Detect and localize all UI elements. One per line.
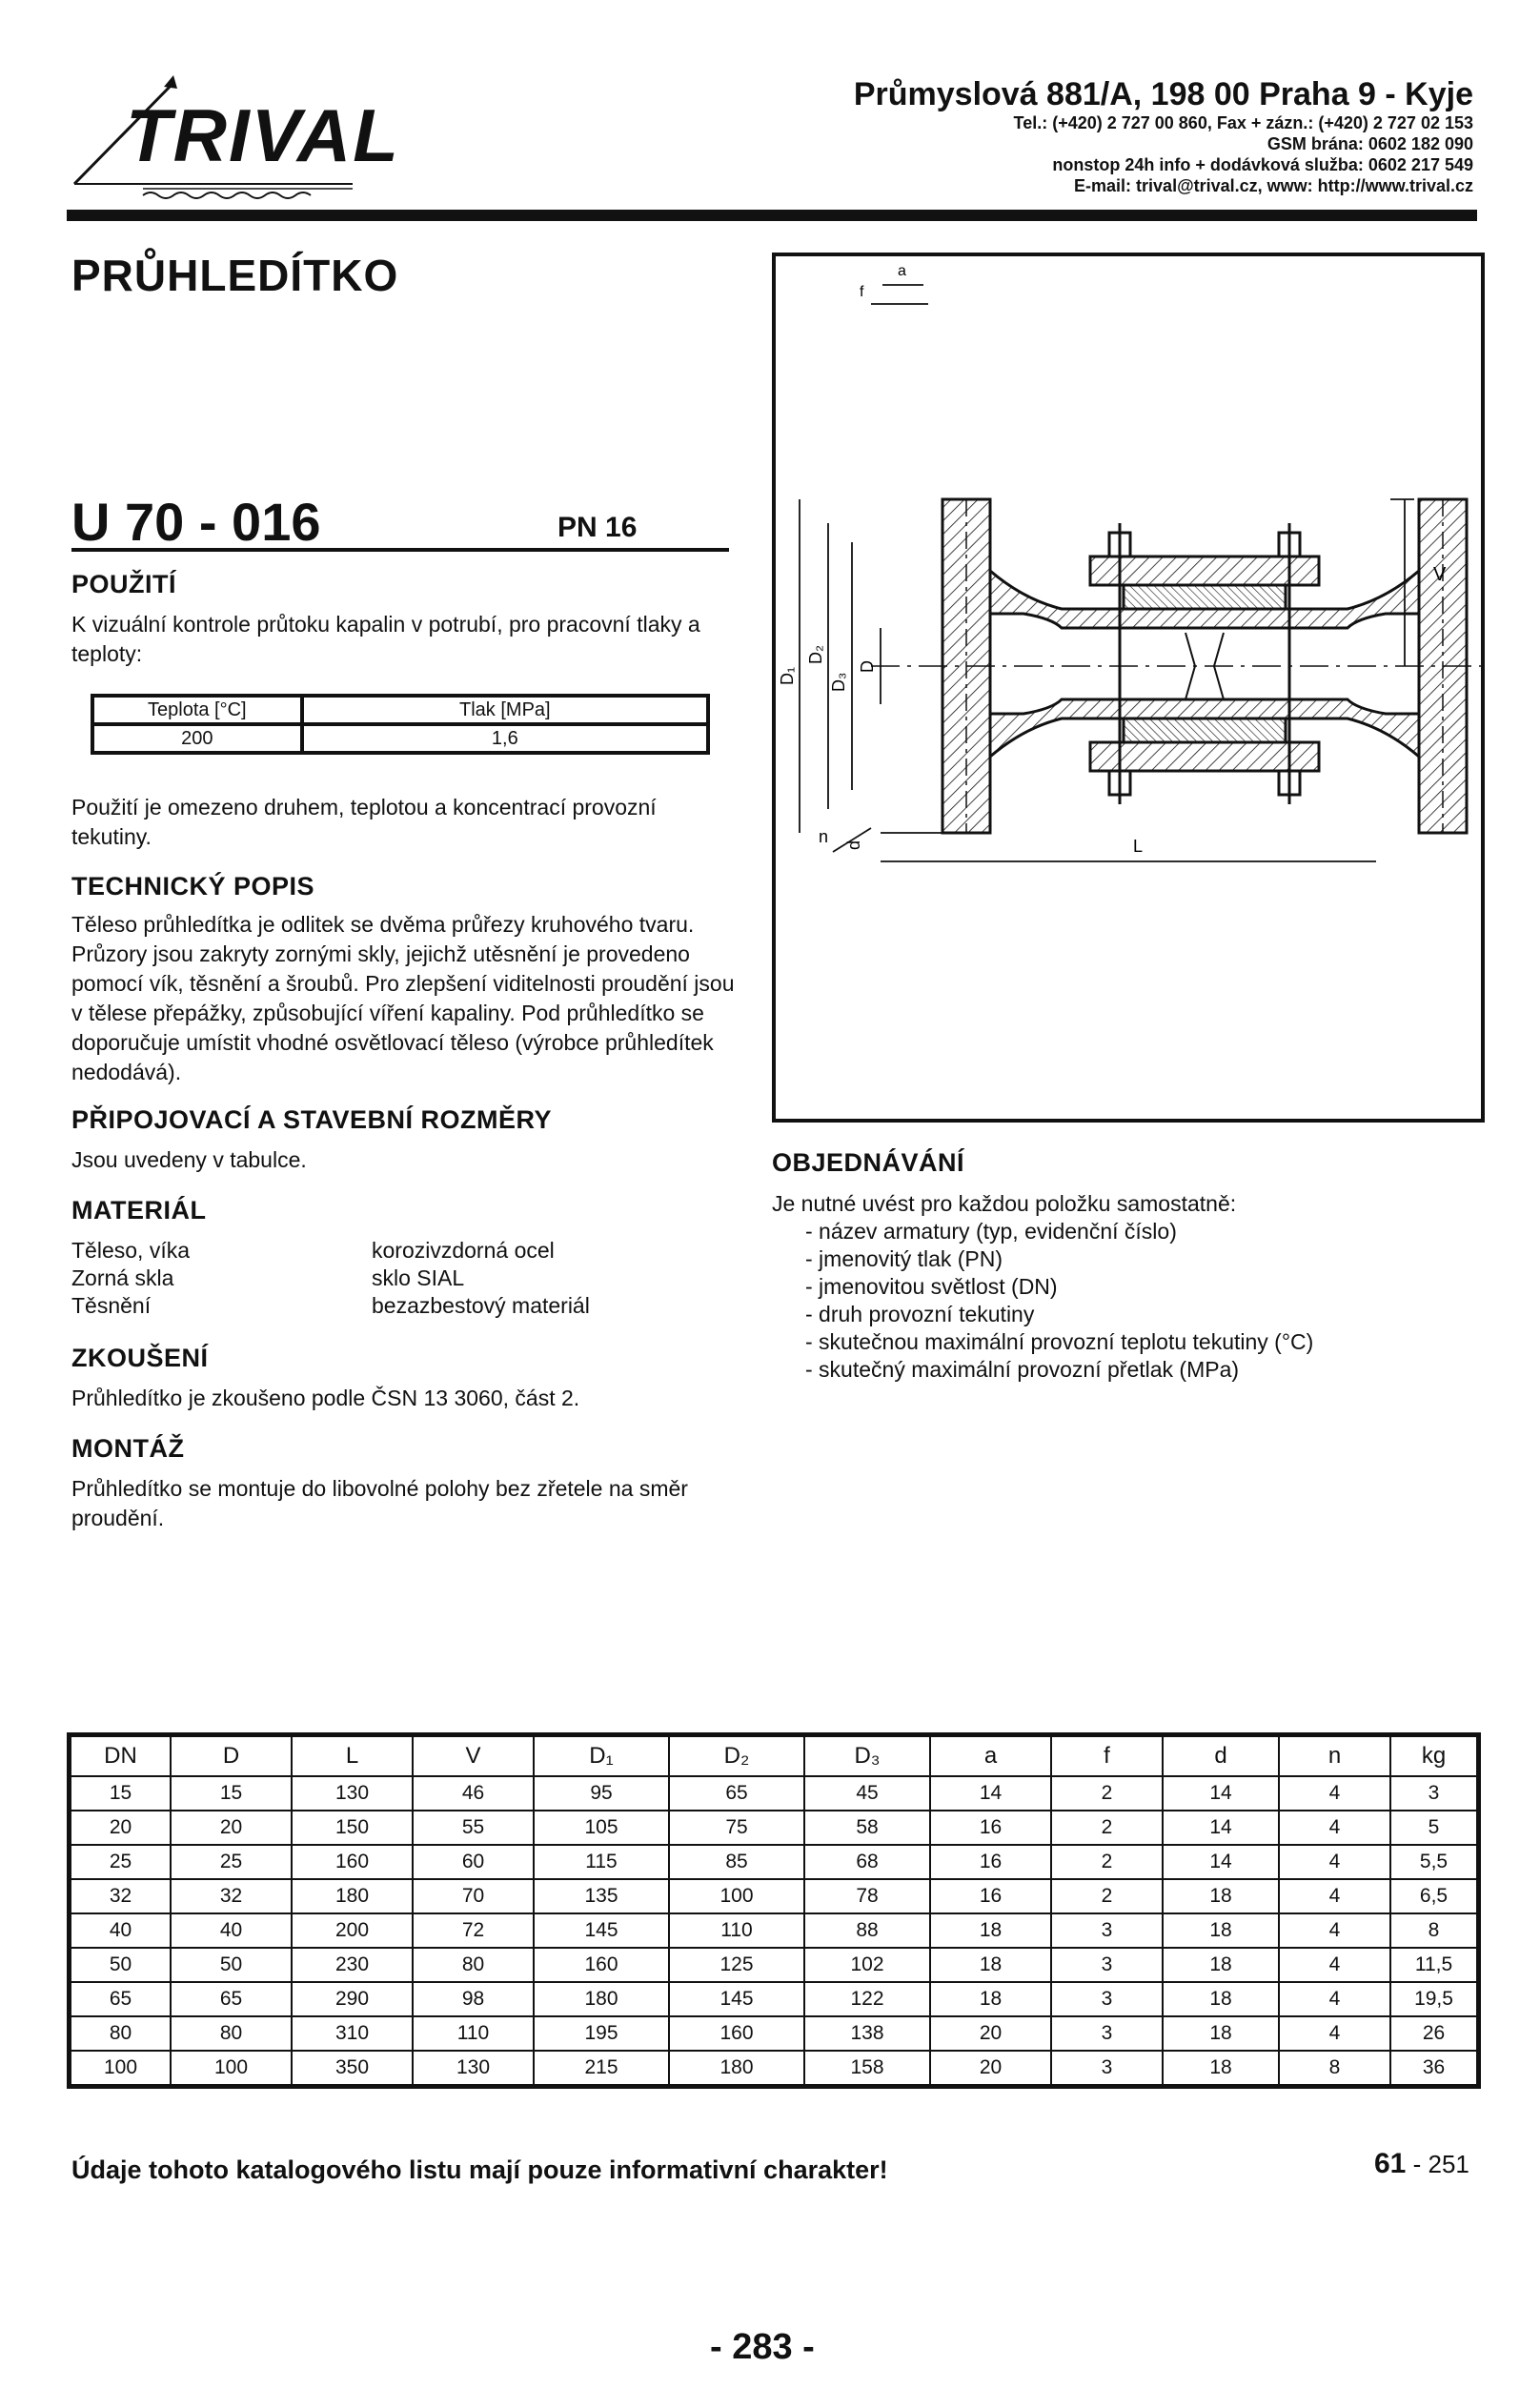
table-cell: 3 xyxy=(1051,2051,1163,2087)
table-cell: 18 xyxy=(930,1913,1051,1948)
table-cell: 130 xyxy=(413,2051,534,2087)
table-cell: 14 xyxy=(1163,1811,1279,1845)
table-cell: 3 xyxy=(1051,1948,1163,1982)
table-cell: 4 xyxy=(1279,1811,1390,1845)
contact-line: Tel.: (+420) 2 727 00 860, Fax + zázn.: (+420) 2 727 02 153 xyxy=(1013,113,1473,132)
table-cell: 115 xyxy=(534,1845,669,1879)
table-cell: 230 xyxy=(292,1948,413,1982)
column-header: D₁ xyxy=(534,1735,669,1777)
table-cell: 5 xyxy=(1390,1811,1479,1845)
table-cell: 20 xyxy=(930,2051,1051,2087)
trival-logo xyxy=(67,62,400,205)
contact-line: GSM brána: 0602 182 090 xyxy=(1266,134,1473,153)
product-pn: PN 16 xyxy=(557,512,638,543)
contact-line: E-mail: trival@trival.cz, www: http://www.trival.cz xyxy=(1074,176,1473,195)
table-cell: 40 xyxy=(171,1913,292,1948)
dim-label-l: L xyxy=(1133,837,1144,856)
column-header: d xyxy=(1163,1735,1279,1777)
table-cell: 100 xyxy=(171,2051,292,2087)
table-row xyxy=(70,1913,1479,1948)
material-heading: MATERIÁL xyxy=(71,1196,207,1224)
table-cell: 78 xyxy=(804,1879,930,1913)
table-cell: 65 xyxy=(171,1982,292,2016)
dim-label-d2: D₂ xyxy=(806,645,825,664)
table-cell: 16 xyxy=(930,1811,1051,1845)
table-cell: 25 xyxy=(171,1845,292,1879)
table-cell: 72 xyxy=(413,1913,534,1948)
table-cell: 100 xyxy=(669,1879,804,1913)
table-cell: 11,5 xyxy=(1390,1948,1479,1982)
table-cell: 46 xyxy=(413,1776,534,1811)
table-cell: 2 xyxy=(1051,1811,1163,1845)
column-header: D₃ xyxy=(804,1735,930,1777)
ordering-item: - skutečnou maximální provozní teplotu tekutiny (°C) xyxy=(805,1329,1314,1354)
table-row xyxy=(70,1811,1479,1845)
column-header: DN xyxy=(70,1735,172,1777)
table-cell: 60 xyxy=(413,1845,534,1879)
table-cell: 98 xyxy=(413,1982,534,2016)
table-cell: 20 xyxy=(171,1811,292,1845)
sheet-main: 61 xyxy=(1374,2148,1407,2179)
table-cell: 180 xyxy=(534,1982,669,2016)
material-part: Těleso, víka xyxy=(71,1238,190,1263)
dimensions-table xyxy=(67,1732,1481,2089)
table-cell: 18 xyxy=(1163,1913,1279,1948)
table-cell: 4 xyxy=(1279,2016,1390,2051)
table-cell: 55 xyxy=(413,1811,534,1845)
table-cell: 95 xyxy=(534,1776,669,1811)
ordering-intro: Je nutné uvést pro každou položku samostatně: xyxy=(772,1191,1237,1216)
table-cell: 36 xyxy=(1390,2051,1479,2087)
table-cell: 195 xyxy=(534,2016,669,2051)
usage-heading: POUŽITÍ xyxy=(71,570,176,598)
table-cell: 2 xyxy=(1051,1776,1163,1811)
material-value: bezazbestový materiál xyxy=(372,1293,590,1318)
table-cell: 18 xyxy=(1163,1982,1279,2016)
table-cell: 65 xyxy=(70,1982,172,2016)
table-cell: 16 xyxy=(930,1845,1051,1879)
column-header: V xyxy=(413,1735,534,1777)
table-cell: 110 xyxy=(413,2016,534,2051)
table-cell: 18 xyxy=(930,1982,1051,2016)
dim-label-a: a xyxy=(898,263,906,279)
tech-text: Těleso průhledítka je odlitek se dvěma průřezy kruhového tvaru. Průzory jsou zakryty zornými skly, jejichž utěsnění je provedeno pomocí vík, těsnění a šroubů. Pro zlepšení viditelnosti proudění jsou v tělese přepážky, způsobující víření kapaliny. Pod průhledítko se doporučuje umístit vhodné osvětlovací těleso (výrobce průhledítek nedodává). xyxy=(71,912,735,1084)
table-cell: 145 xyxy=(534,1913,669,1948)
table-cell: 4 xyxy=(1279,1776,1390,1811)
usage-text: K vizuální kontrole průtoku kapalin v potrubí, pro pracovní tlaky a teploty: xyxy=(71,612,700,666)
table-cell: 85 xyxy=(669,1845,804,1879)
table-cell: 18 xyxy=(1163,1879,1279,1913)
table-header-cell: Tlak [MPa] xyxy=(302,696,708,724)
table-cell: 290 xyxy=(292,1982,413,2016)
table-cell: 1,6 xyxy=(302,724,708,753)
product-code: U 70 - 016 xyxy=(71,492,321,552)
table-cell: 100 xyxy=(70,2051,172,2087)
table-cell: 19,5 xyxy=(1390,1982,1479,2016)
dim-label-d: D xyxy=(858,660,877,673)
table-cell: 130 xyxy=(292,1776,413,1811)
table-cell: 40 xyxy=(70,1913,172,1948)
table-cell: 3 xyxy=(1051,2016,1163,2051)
table-cell: 18 xyxy=(1163,1948,1279,1982)
table-cell: 350 xyxy=(292,2051,413,2087)
table-cell: 20 xyxy=(70,1811,172,1845)
contact-line: nonstop 24h info + dodávková služba: 0602 217 549 xyxy=(1052,155,1473,174)
table-cell: 3 xyxy=(1051,1913,1163,1948)
sheet-sub: - 251 xyxy=(1406,2150,1469,2178)
table-cell: 135 xyxy=(534,1879,669,1913)
table-cell: 125 xyxy=(669,1948,804,1982)
table-cell: 160 xyxy=(292,1845,413,1879)
connect-heading: PŘIPOJOVACÍ A STAVEBNÍ ROZMĚRY xyxy=(71,1105,553,1134)
table-row xyxy=(70,1982,1479,2016)
material-part: Zorná skla xyxy=(71,1265,174,1290)
column-header: D₂ xyxy=(669,1735,804,1777)
table-cell: 4 xyxy=(1279,1982,1390,2016)
ordering-item: - druh provozní tekutiny xyxy=(805,1302,1035,1326)
table-cell: 145 xyxy=(669,1982,804,2016)
dim-label-d3: D₃ xyxy=(829,672,848,692)
pressure-table xyxy=(91,694,710,755)
table-cell: 4 xyxy=(1279,1948,1390,1982)
table-cell: 2 xyxy=(1051,1845,1163,1879)
material-value: sklo SIAL xyxy=(372,1265,465,1290)
table-cell: 105 xyxy=(534,1811,669,1845)
table-cell: 75 xyxy=(669,1811,804,1845)
table-cell: 6,5 xyxy=(1390,1879,1479,1913)
table-cell: 180 xyxy=(669,2051,804,2087)
table-cell: 25 xyxy=(70,1845,172,1879)
table-cell: 16 xyxy=(930,1879,1051,1913)
table-cell: 2 xyxy=(1051,1879,1163,1913)
table-cell: 18 xyxy=(1163,2051,1279,2087)
table-cell: 200 xyxy=(292,1913,413,1948)
material-part: Těsnění xyxy=(71,1293,152,1318)
dim-label-f: f xyxy=(860,284,864,300)
column-header: a xyxy=(930,1735,1051,1777)
dim-label-n: n xyxy=(819,827,829,846)
table-cell: 8 xyxy=(1390,1913,1479,1948)
table-cell: 150 xyxy=(292,1811,413,1845)
table-cell: 4 xyxy=(1279,1879,1390,1913)
table-cell: 15 xyxy=(70,1776,172,1811)
table-cell: 26 xyxy=(1390,2016,1479,2051)
table-cell: 160 xyxy=(534,1948,669,1982)
table-row xyxy=(70,2051,1479,2087)
table-cell: 138 xyxy=(804,2016,930,2051)
table-cell: 80 xyxy=(70,2016,172,2051)
column-header: n xyxy=(1279,1735,1390,1777)
material-value: korozivzdorná ocel xyxy=(372,1238,555,1263)
table-header-cell: Teplota [°C] xyxy=(92,696,302,724)
company-address: Průmyslová 881/A, 198 00 Praha 9 - Kyje xyxy=(853,76,1473,112)
column-header: f xyxy=(1051,1735,1163,1777)
table-cell: 32 xyxy=(171,1879,292,1913)
dim-label-d1: D₁ xyxy=(778,666,797,685)
sheet-reference xyxy=(1374,2148,1469,2180)
table-cell: 158 xyxy=(804,2051,930,2087)
testing-text: Průhledítko je zkoušeno podle ČSN 13 3060, část 2. xyxy=(71,1386,580,1410)
table-cell: 32 xyxy=(70,1879,172,1913)
table-cell: 310 xyxy=(292,2016,413,2051)
table-cell: 14 xyxy=(930,1776,1051,1811)
column-header: L xyxy=(292,1735,413,1777)
table-cell: 50 xyxy=(171,1948,292,1982)
table-cell: 15 xyxy=(171,1776,292,1811)
table-cell: 14 xyxy=(1163,1776,1279,1811)
technical-drawing xyxy=(772,253,1485,1123)
company-contact xyxy=(749,76,1473,196)
table-cell: 80 xyxy=(171,2016,292,2051)
table-cell: 122 xyxy=(804,1982,930,2016)
table-cell: 14 xyxy=(1163,1845,1279,1879)
table-cell: 102 xyxy=(804,1948,930,1982)
header-divider xyxy=(67,210,1477,221)
ordering-heading: OBJEDNÁVÁNÍ xyxy=(772,1148,965,1177)
tech-heading: TECHNICKÝ POPIS xyxy=(71,872,315,901)
dimensions-table-body xyxy=(70,1776,1479,2087)
page-number: - 283 - xyxy=(710,2327,815,2367)
table-cell: 160 xyxy=(669,2016,804,2051)
table-row xyxy=(70,1879,1479,1913)
ordering-item: - název armatury (typ, evidenční číslo) xyxy=(805,1219,1177,1244)
table-cell: 110 xyxy=(669,1913,804,1948)
testing-heading: ZKOUŠENÍ xyxy=(71,1344,209,1372)
dim-label-d-small: d xyxy=(844,840,863,850)
table-row xyxy=(70,1776,1479,1811)
ordering-item: - jmenovitou světlost (DN) xyxy=(805,1274,1058,1299)
sight-glass-drawing-icon xyxy=(776,256,1481,1119)
table-cell: 20 xyxy=(930,2016,1051,2051)
table-cell: 215 xyxy=(534,2051,669,2087)
table-cell: 5,5 xyxy=(1390,1845,1479,1879)
table-row xyxy=(70,1948,1479,1982)
table-cell: 200 xyxy=(92,724,302,753)
ordering-item: - jmenovitý tlak (PN) xyxy=(805,1246,1003,1271)
table-row xyxy=(70,1845,1479,1879)
table-cell: 4 xyxy=(1279,1845,1390,1879)
product-heading xyxy=(71,491,729,552)
table-cell: 65 xyxy=(669,1776,804,1811)
mounting-heading: MONTÁŽ xyxy=(71,1434,185,1463)
table-cell: 58 xyxy=(804,1811,930,1845)
table-cell: 68 xyxy=(804,1845,930,1879)
column-header: D xyxy=(171,1735,292,1777)
table-cell: 50 xyxy=(70,1948,172,1982)
logo-text: TRIVAL xyxy=(126,93,400,177)
dim-label-v: V xyxy=(1433,564,1447,585)
table-cell: 18 xyxy=(930,1948,1051,1982)
connect-text: Jsou uvedeny v tabulce. xyxy=(71,1147,307,1172)
mounting-text: Průhledítko se montuje do libovolné polohy bez zřetele na směr proudění. xyxy=(71,1476,688,1530)
table-cell: 88 xyxy=(804,1913,930,1948)
column-header: kg xyxy=(1390,1735,1479,1777)
table-cell: 18 xyxy=(1163,2016,1279,2051)
table-cell: 8 xyxy=(1279,2051,1390,2087)
table-cell: 3 xyxy=(1051,1982,1163,2016)
table-cell: 180 xyxy=(292,1879,413,1913)
usage-note: Použití je omezeno druhem, teplotou a koncentrací provozní tekutiny. xyxy=(71,795,657,849)
footer-note: Údaje tohoto katalogového listu mají pouze informativní charakter! xyxy=(71,2155,888,2184)
table-cell: 4 xyxy=(1279,1913,1390,1948)
table-row xyxy=(70,2016,1479,2051)
table-cell: 3 xyxy=(1390,1776,1479,1811)
table-cell: 80 xyxy=(413,1948,534,1982)
table-header-row xyxy=(70,1735,1479,1777)
ordering-item: - skutečný maximální provozní přetlak (MPa) xyxy=(805,1357,1240,1382)
table-cell: 70 xyxy=(413,1879,534,1913)
document-title: PRŮHLEDÍTKO xyxy=(71,251,399,300)
table-cell: 45 xyxy=(804,1776,930,1811)
